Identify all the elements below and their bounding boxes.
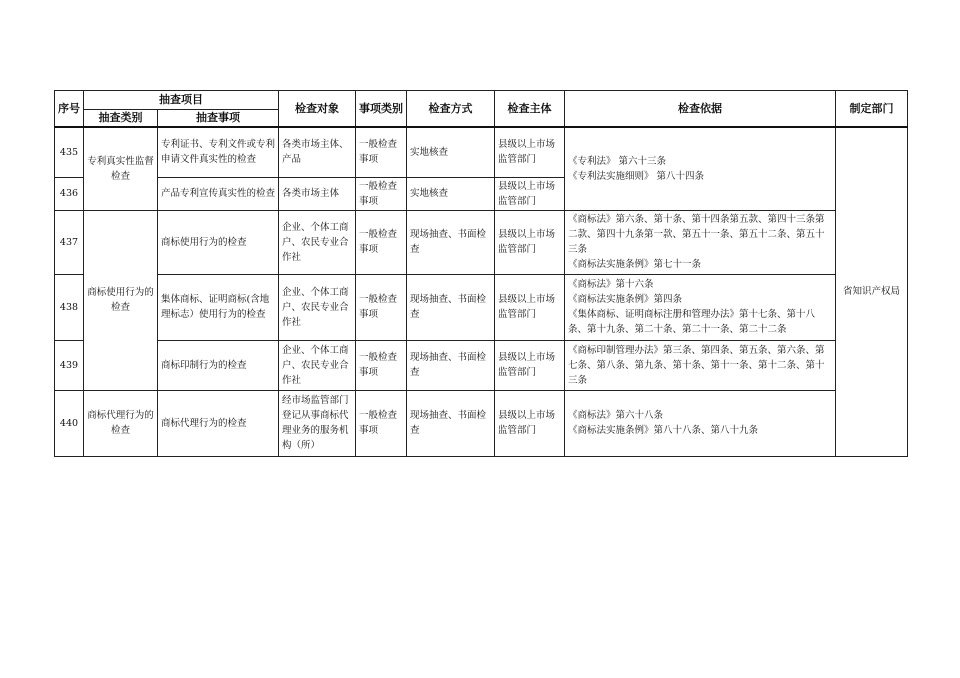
subject-cell: 县级以上市场监管部门 — [495, 210, 565, 274]
header-target: 检查对象 — [279, 91, 356, 128]
basis-line: 《专利法》 第六十三条 — [568, 155, 667, 167]
type-cell: 一般检查事项 — [356, 340, 407, 390]
basis-line: 《商标印制管理办法》第三条、第四条、第五条、第六条、第七条、第八条、第九条、第十条、第十一条、第十二条、第十三条 — [568, 344, 825, 386]
table-row — [55, 274, 908, 340]
item-cell: 商标印制行为的检查 — [158, 340, 279, 390]
category-cell: 专利真实性监督检查 — [84, 127, 158, 210]
target-cell: 各类市场主体、产品 — [279, 127, 356, 177]
method-cell: 现场抽查、书面检查 — [407, 340, 495, 390]
category-cell: 商标代理行为的检查 — [84, 390, 158, 456]
table-row — [55, 390, 908, 456]
basis-cell — [565, 390, 836, 456]
target-cell: 企业、个体工商户、农民专业合作社 — [279, 340, 356, 390]
method-cell: 现场抽查、书面检查 — [407, 210, 495, 274]
dept-cell: 省知识产权局 — [836, 127, 908, 456]
header-category: 抽查类别 — [84, 110, 158, 128]
type-cell: 一般检查事项 — [356, 127, 407, 177]
target-cell: 企业、个体工商户、农民专业合作社 — [279, 210, 356, 274]
basis-line: 《商标法实施条例》第八十八条、第八十九条 — [568, 425, 759, 436]
item-cell: 商标使用行为的检查 — [158, 210, 279, 274]
basis-line: 《商标法实施条例》第七十一条 — [568, 259, 702, 270]
method-cell: 现场抽查、书面检查 — [407, 390, 495, 456]
subject-cell: 县级以上市场监管部门 — [495, 274, 565, 340]
type-cell: 一般检查事项 — [356, 390, 407, 456]
row-number: 439 — [55, 340, 84, 390]
header-dept: 制定部门 — [836, 91, 908, 128]
basis-cell — [565, 127, 836, 210]
header-seq: 序号 — [55, 91, 84, 128]
row-number: 438 — [55, 274, 84, 340]
method-cell: 实地核查 — [407, 177, 495, 210]
subject-cell: 县级以上市场监管部门 — [495, 340, 565, 390]
row-number: 440 — [55, 390, 84, 456]
header-subject: 检查主体 — [495, 91, 565, 128]
table-row — [55, 127, 908, 177]
basis-line: 《集体商标、证明商标注册和管理办法》第十七条、第十八条、第十九条、第二十条、第二十一条、第二十二条 — [568, 309, 816, 335]
item-cell: 商标代理行为的检查 — [158, 390, 279, 456]
type-cell: 一般检查事项 — [356, 177, 407, 210]
basis-cell — [565, 340, 836, 390]
header-basis: 检查依据 — [565, 91, 836, 128]
item-cell: 集体商标、证明商标(含地理标志）使用行为的检查 — [158, 274, 279, 340]
basis-cell — [565, 274, 836, 340]
subject-cell: 县级以上市场监管部门 — [495, 390, 565, 456]
table-row — [55, 340, 908, 390]
basis-line: 《商标法》第六十八条 — [568, 410, 664, 421]
target-cell: 各类市场主体 — [279, 177, 356, 210]
row-number: 437 — [55, 210, 84, 274]
basis-cell — [565, 210, 836, 274]
header-type: 事项类别 — [356, 91, 407, 128]
basis-line: 《商标法》第十六条 — [568, 279, 654, 290]
target-cell: 经市场监管部门登记从事商标代理业务的服务机构（所） — [279, 390, 356, 456]
method-cell: 现场抽查、书面检查 — [407, 274, 495, 340]
header-item: 抽查事项 — [158, 110, 279, 128]
header-method: 检查方式 — [407, 91, 495, 128]
basis-line: 《专利法实施细则》 第八十四条 — [568, 170, 705, 182]
row-number: 436 — [55, 177, 84, 210]
type-cell: 一般检查事项 — [356, 274, 407, 340]
subject-cell: 县级以上市场监管部门 — [495, 127, 565, 177]
category-cell: 商标使用行为的检查 — [84, 210, 158, 390]
type-cell: 一般检查事项 — [356, 210, 407, 274]
basis-line: 《商标法》第六条、第十条、第十四条第五款、第四十三条第二款、第四十九条第一款、第五十一条、第五十二条、第五十三条 — [568, 214, 825, 255]
inspection-table — [54, 90, 908, 457]
subject-cell: 县级以上市场监管部门 — [495, 177, 565, 210]
item-cell: 专利证书、专利文件或专利申请文件真实性的检查 — [158, 127, 279, 177]
method-cell: 实地核查 — [407, 127, 495, 177]
table-row — [55, 210, 908, 274]
header-project: 抽查项目 — [84, 91, 279, 110]
row-number: 435 — [55, 127, 84, 177]
item-cell: 产品专利宣传真实性的检查 — [158, 177, 279, 210]
basis-line: 《商标法实施条例》第四条 — [568, 294, 683, 305]
target-cell: 企业、个体工商户、农民专业合作社 — [279, 274, 356, 340]
